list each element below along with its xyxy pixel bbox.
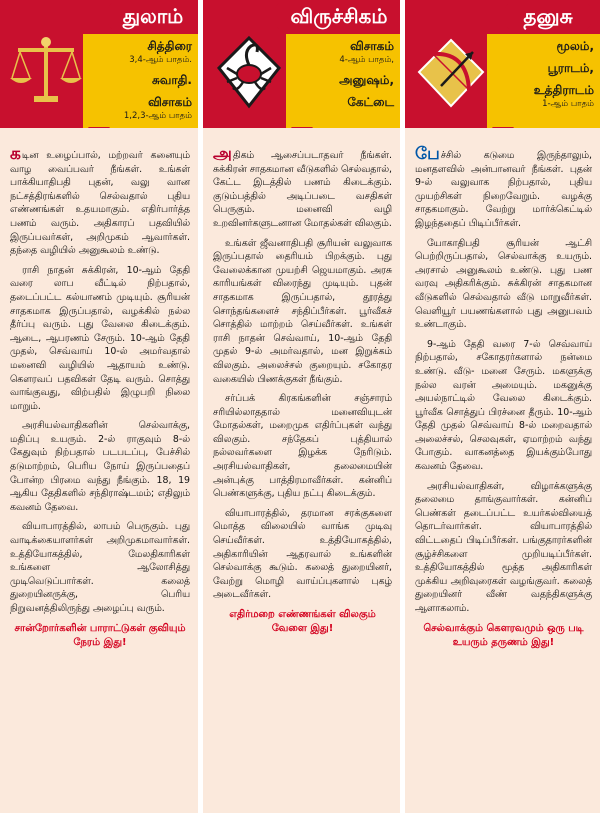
star-pada: 1,2,3-ஆம் பாதம் — [123, 111, 192, 121]
drop-cap: க — [10, 144, 21, 164]
paragraph: வியாபாரத்தில், லாபம் பெருகும். புது வாடிக்கையாளர்கள் அறிமுகமாவார்கள். உத்தியோகத்தில், மேலதிகாரிகள் உங்களை ஆலோசித்து முடிவெடுப்பார்கள். கலைத் துறையினருக்கு, பெரிய நிறுவனத்திலிருந்து அழைப்பு வரும். — [10, 521, 190, 614]
paragraph: வியாபாரத்தில், தரமான சரக்குகளை மொத்த விலையில் வாங்க முடிவு செய்வீர்கள். உத்தியோகத்தில், அதிகாரியின் ஆதரவால் உங்களின் செல்வாக்கு கூடும். கலைத் துறையினர், வேற்று மொழி வாய்ப்புகளால் புகழ் அடைவீர்கள். — [213, 507, 392, 601]
star-pada: 3,4-ஆம் பாதம். — [129, 55, 192, 65]
star-name: விசாகம் — [350, 39, 394, 53]
scales-icon — [10, 32, 82, 112]
paragraph: அரசியல்வாதிகள், விழாக்களுக்கு தலைமை தாங்குவார்கள். கன்னிப் பெண்கள் தடைப்பட்ட உயர்கல்வியைத் தொடர்வார்கள். வியாபாரத்தில் விட்டதைப் பிடிப்பீர்கள். பங்குதாரர்களின் சூழ்ச்சிகளை முறியடிப்பீர்கள். உத்தியோகத்தில் மூத்த அதிகாரிகள் முக்கிய அறிவுரைகள் வழங்குவர். கலைத் துறையினர் வீண் வதந்திகளுக்கு ஆளாகலாம். — [415, 480, 592, 614]
footer-highlight: சான்றோர்களின் பாராட்டுகள் குவியும் நேரம் இது! — [14, 622, 186, 648]
star-name: விசாகம் — [148, 95, 192, 109]
thulam-header — [0, 0, 198, 128]
thulam-text — [10, 144, 190, 650]
drop-cap: அ — [213, 144, 232, 164]
paragraph: ராசி நாதன் சுக்கிரன், 10-ஆம் தேதி வரை லாப வீட்டில் நிற்பதால், தடைப்பட்ட கல்யாணம் முடியும். சூரியன் சாதகமாக இருப்பதால், வழக்கில் நல்ல தீர்ப்பு வரும். புது வேலை கிடைக்கும். ஆடை, ஆபரணம் சேரும். 10-ஆம் தேதி முதல், செவ்வாய் 10-ல் அமர்வதால் மனைவி வழியில் ஆதாயம் உண்டு. கௌரவப் பதவிகள் தேடி வரும். சொத்து வாங்குவது, விற்பதில் இழுபறி நிலை மாறும். — [10, 264, 190, 412]
star-name: சித்திரை — [147, 39, 192, 53]
scorpion-icon — [213, 32, 285, 112]
paragraph: 9-ஆம் தேதி வரை 7-ல் செவ்வாய் நிற்பதால், சகோதரர்களால் நன்மை உண்டு. வீடு- மனை சேரும். மகளுக்கு நல்ல வரன் அமையும். மகனுக்கு அயல்நாட்டில் வேலை கிடைக்கும். பூர்வீக சொத்துப் பிரச்னை தீரும். 10-ஆம் தேதி முதல் செவ்வாய் 8-ல் மறைவதால் அலைச்சல், செலவுகள், ஏமாற்றம் வந்து போகும். வாகனத்தை இயக்கும்போது கவனம் தேவை. — [415, 338, 592, 473]
stars-viruchigam — [294, 38, 394, 110]
drop-cap: பே — [415, 144, 440, 164]
star-pada: 1-ஆம் பாதம் — [542, 99, 594, 109]
viruchigam-text — [213, 144, 392, 636]
stars-thanusu — [494, 38, 594, 110]
paragraph: பேச்சில் கடுமை இருந்தாலும், மனதளவில் அன்பானவர் நீங்கள். புதன் 9-ல் வலுவாக நிற்பதால், புதிய முயற்சிகள் நிறைவேறும். வழக்கு சாதகமாகும். வேற்று மார்க்கெட்டில் இழந்ததைப் பிடிப்பீர்கள். — [415, 144, 592, 229]
paragraph: சர்ப்பக் கிரகங்களின் சஞ்சாரம் சரியில்லாததால் மனைவியுடன் மோதல்கள், மறைமுக எதிர்ப்புகள் வந்து விலகும். சந்தேகப் புத்தியால் நல்லவர்களை இழக்க நேரிடும். அரசியல்வாதிகள், தலைமையின் அன்புக்கு பாத்திரமாவீர்கள். கன்னிப் பெண்களுக்கு, புதிய நட்பு கிடைக்கும். — [213, 393, 392, 500]
paragraph: அரசியல்வாதிகளின் செல்வாக்கு, மதிப்பு உயரும். 2-ல் ராகுவும் 8-ல் கேதுவும் நிற்பதால் படபடப்பு, பேச்சில் தடுமாற்றம், பெரிய நோய் இருப்பதைப் போன்ற பிரமை வந்து நீங்கும். 18, 19 ஆகிய தேதிகளில் சந்திராஷ்டமம்; எதிலும் கவனம் தேவை. — [10, 420, 190, 513]
stars-thulam — [96, 38, 192, 122]
paragraph: அதிகம் ஆசைப்படாதவர் நீங்கள். சுக்கிரன் சாதகமான வீடுகளில் செல்வதால், கேட்ட இடத்தில் பணம் கிடைக்கும். குடும்பத்தில் அடிப்படை வசதிகள் பெருகும். மனைவி வழி உறவினர்களுடனான மோதல்கள் விலகும். — [213, 144, 392, 229]
star-name: கேட்டை — [347, 95, 394, 109]
column-viruchigam — [203, 0, 400, 813]
paragraph: கடின உழைப்பால், மற்றவர் கனையும் வாழ வைப்பவர் நீங்கள். உங்கள் பாக்கியாதிபதி புதன், வலு வான நட்சத்திரங்களில் செல்வதால் புதிய எண்ணங்கள் உதயமாகும். எதிர்பார்த்த பணம் வரும். அதிகாரப் பதவியில் இருப்பவர்கள், அறிமுகம் ஆவார்கள். தந்தை வழியில் அனுகூலம் உண்டு. — [10, 144, 190, 257]
paragraph: உங்கள் ஜீவனாதிபதி சூரியன் வலுவாக இருப்பதால் தைரியம் பிறக்கும். புது வேலைக்கான முயற்சி ஜெயமாகும். அரசு காரியங்கள் விரைந்து முடியும். புதன் சாதகமாக இருப்பதால், தூரத்து சொந்தங்களைச் சந்திப்பீர்கள். பூர்வீகச் சொத்தில் மாற்றம் செய்வீர்கள். உங்கள் ராசி நாதன் செவ்வாய், 10-ஆம் தேதி முதல் 9-ல் அமர்வதால், மன இறுக்கம் விலகும். அலைச்சல் குறையும். சகோதர வகையில் பிணக்குகள் நீங்கும். — [213, 237, 392, 385]
star-name: அனுஷம், — [339, 73, 394, 87]
column-thanusu — [405, 0, 600, 813]
star-name: பூராடம், — [547, 61, 594, 75]
viruchigam-header — [203, 0, 400, 128]
thanusu-text — [415, 144, 592, 650]
thanusu-header — [405, 0, 600, 128]
star-name: உத்திராடம் — [533, 83, 594, 97]
star-name: சுவாதி. — [152, 73, 192, 87]
footer-highlight: எதிர்மறை எண்ணங்கள் விலகும் வேளை இது! — [229, 609, 376, 634]
paragraph: யோகாதிபதி சூரியன் ஆட்சி பெற்றிருப்பதால், செல்வாக்கு உயரும். அரசால் அனுகூலம் உண்டு. புது பண வரவு அதிகரிக்கும். சுக்கிரன் சாதகமான வீடுகளில் செல்வதால் வீடு மாறுவீர்கள். வெளியூர் பயணங்களால் புது அனுபவம் உண்டாகும். — [415, 237, 592, 331]
sign-title-viruchigam: விருச்சிகம் — [275, 2, 400, 30]
sign-title-thulam: துலாம் — [108, 2, 198, 30]
star-name: மூலம், — [556, 39, 594, 53]
bow-arrow-icon — [415, 32, 487, 112]
sign-title-thanusu: தனுசு — [505, 2, 591, 30]
star-pada: 4-ஆம் பாதம், — [339, 55, 394, 65]
column-thulam — [0, 0, 198, 813]
footer-highlight: செல்வாக்கும் கௌரவமும் ஒரு படி உயரும் தருணம் இது! — [423, 622, 584, 648]
